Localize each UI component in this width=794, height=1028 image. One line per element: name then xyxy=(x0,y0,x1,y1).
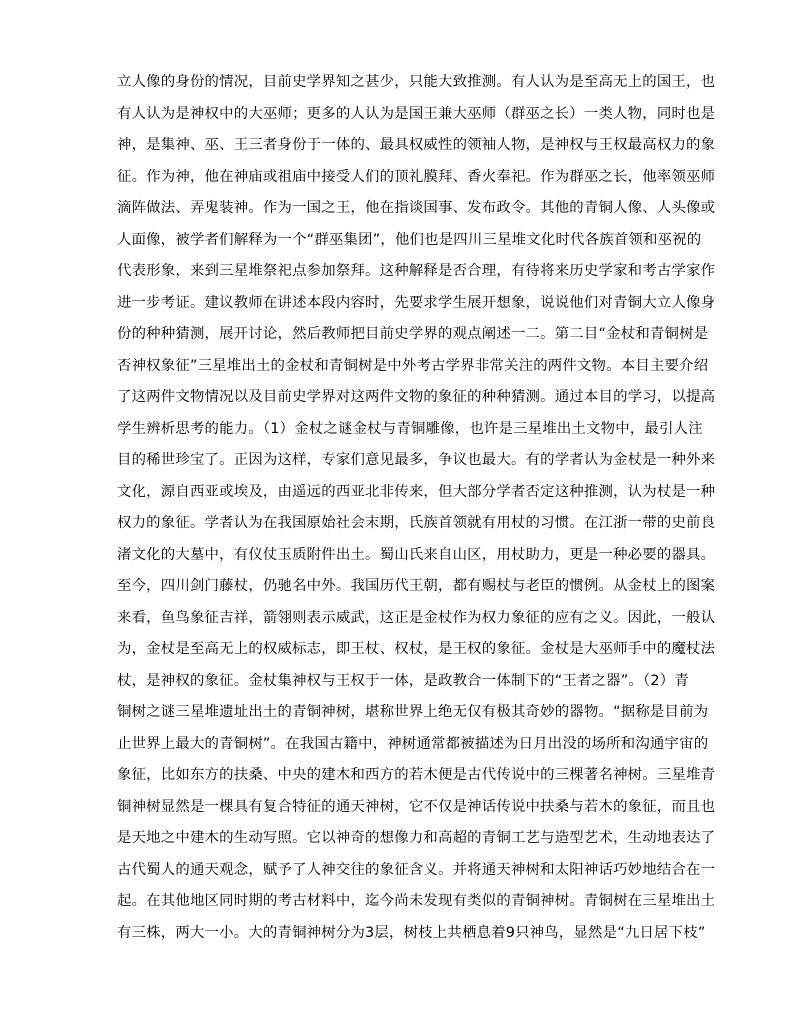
text-line: 进一步考证。建议教师在讲述本段内容时，先要求学生展开想象，说说他们对青铜大立人像身 xyxy=(117,294,716,311)
text-line: 是天地之中建木的生动写照。它以神奇的想像力和高超的青铜工艺与造型艺术，生动地表达了 xyxy=(117,830,716,846)
text-line: 有三株，两大一小。大的青铜神树分为3层，树枝上共栖息着9只神鸟，显然是“九日居下枝” xyxy=(117,924,706,941)
text-line: 代表形象，来到三星堆祭祀点参加祭拜。这种解释是否合理，有待将来历史学家和考古学家作 xyxy=(117,263,716,279)
text-line: 份的种种猜测，展开讨论，然后教师把目前史学界的观点阐述一二。第二目“金杖和青铜树是 xyxy=(117,326,709,342)
text-line: 至今，四川剑门藤杖，仍驰名中外。我国历代王朝，都有赐杖与老臣的惯例。从金杖上的图案 xyxy=(117,578,716,594)
document-body xyxy=(117,67,716,949)
text-line: 铜树之谜三星堆遗址出土的青铜神树，堪称世界上绝无仅有极其奇妙的器物。“据称是目前为 xyxy=(117,704,709,720)
text-line: 立人像的身份的情况，目前史学界知之甚少，只能大致推测。有人认为是至高无上的国王，也 xyxy=(117,74,716,90)
text-line: 来看，鱼鸟象征吉祥，箭翎则表示威武，这正是金杖作为权力象征的应有之义。因此，一般认 xyxy=(117,609,716,626)
text-line: 渚文化的大墓中，有仪仗玉质附件出土。蜀山氏来自山区，用杖助力，更是一种必要的器具。 xyxy=(117,546,716,563)
text-line: 人面像，被学者们解释为一个“群巫集团”，他们也是四川三星堆文化时代各族首领和巫祝的 xyxy=(117,231,702,248)
text-line: 目的稀世珍宝了。正因为这样，专家们意见最多，争议也最大。有的学者认为金杖是一种外来 xyxy=(117,452,716,468)
text-line: 古代蜀人的通天观念，赋予了人神交往的象征含义。并将通天神树和太阳神话巧妙地结合在一 xyxy=(117,861,716,878)
text-line: 止世界上最大的青铜树”。在我国古籍中，神树通常都被描述为日月出没的场所和沟通宇宙的 xyxy=(117,735,709,752)
text-line: 权力的象征。学者认为在我国原始社会末期，氏族首领就有用杖的习惯。在江浙一带的史前良 xyxy=(117,515,716,531)
text-line: 神，是集神、巫、王三者身份于一体的、最具权威性的领袖人物，是神权与王权最高权力的象 xyxy=(117,137,716,153)
text-line: 有人认为是神权中的大巫师；更多的人认为是国王兼大巫师（群巫之长）一类人物，同时也是 xyxy=(117,105,716,122)
text-line: 学生辨析思考的能力。（1）金杖之谜金杖与青铜雕像，也许是三星堆出土文物中，最引人注 xyxy=(117,420,703,437)
text-line: 征。作为神，他在神庙或祖庙中接受人们的顶礼膜拜、香火奉祀。作为群巫之长，他率领巫师 xyxy=(117,168,716,185)
text-line: 铜神树显然是一棵具有复合特征的通天神树，它不仅是神话传说中扶桑与若木的象征，而且也 xyxy=(117,798,716,815)
text-line: 滴阵做法、弄鬼装神。作为一国之王，他在指谈国事、发布政令。其他的青铜人像、人头像或 xyxy=(117,200,716,216)
text-line: 起。在其他地区同时期的考古材料中，迄今尚未发现有类似的青铜神树。青铜树在三星堆出土 xyxy=(117,893,716,909)
text-line: 了这两件文物情况以及目前史学界对这两件文物的象征的种种猜测。通过本目的学习，以提高 xyxy=(117,389,716,405)
text-line: 为，金杖是至高无上的权威标志，即王杖、权杖，是王权的象征。金杖是大巫师手中的魔杖法 xyxy=(117,641,716,657)
text-line: 文化，源自西亚或埃及，由遥远的西亚北非传来，但大部分学者否定这种推测，认为杖是一种 xyxy=(117,483,716,500)
text-line: 否神权象征”三星堆出土的金杖和青铜树是中外考古学界非常关注的两件文物。本目主要介绍 xyxy=(117,357,709,374)
text-line: 杖，是神权的象征。金杖集神权与王权于一体，是政教合一体制下的“王者之器”。（2）青 xyxy=(117,672,689,689)
text-line: 象征，比如东方的扶桑、中央的建木和西方的若木便是古代传说中的三棵著名神树。三星堆青 xyxy=(117,767,716,783)
